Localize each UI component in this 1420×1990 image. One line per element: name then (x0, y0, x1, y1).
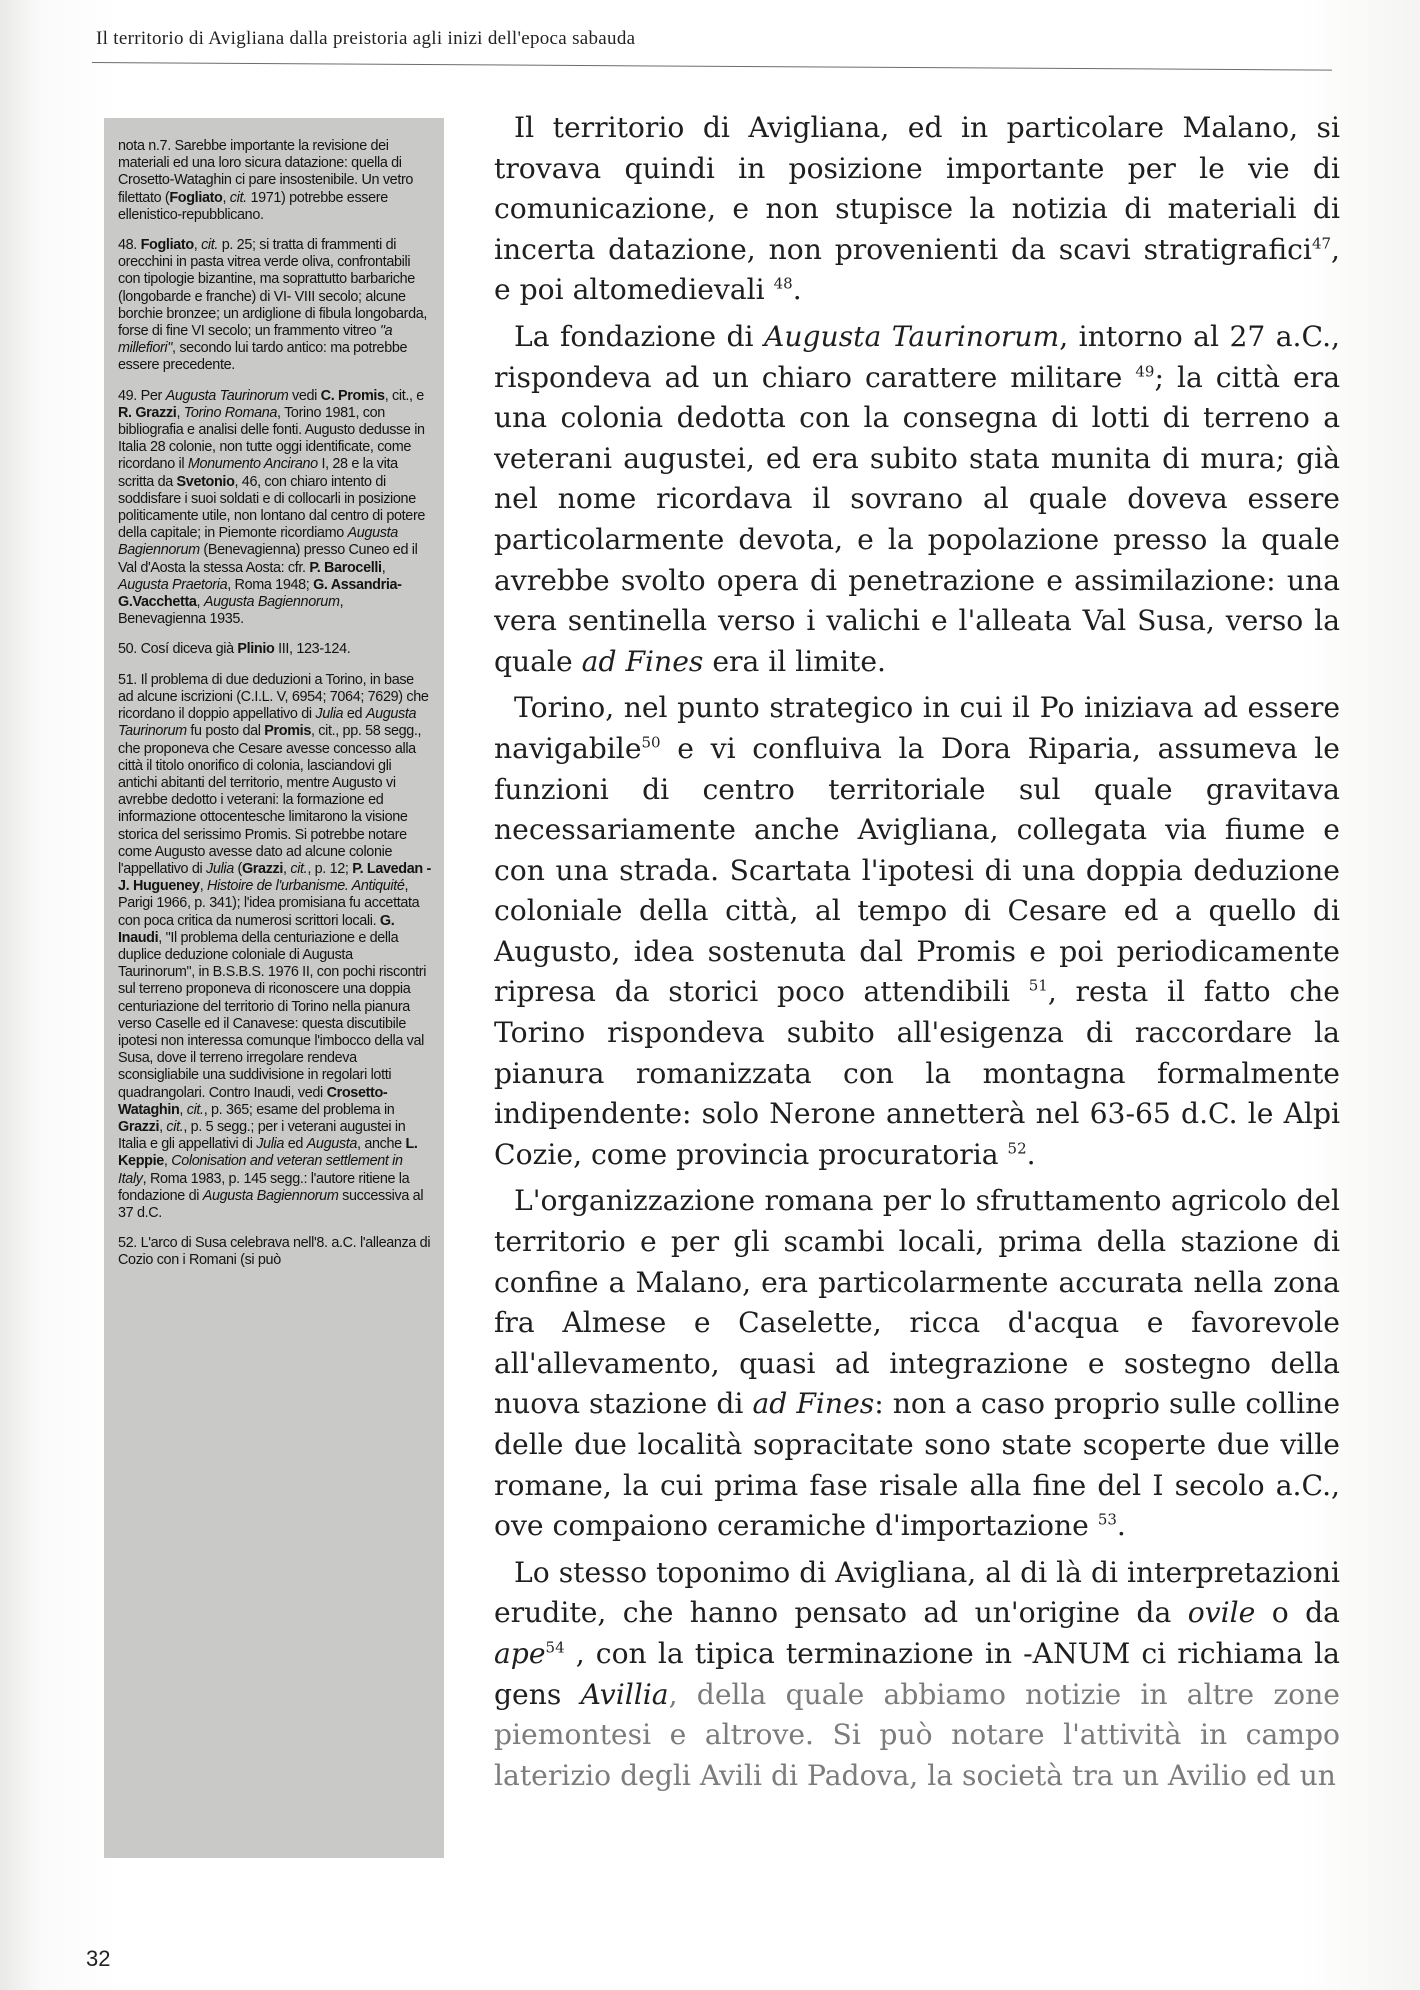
footnote-ref: 52 (1007, 1139, 1027, 1158)
bold-text: Promis (264, 723, 311, 740)
text-run: . (1026, 1137, 1036, 1171)
text-run: , (199, 878, 208, 895)
italic-text: ape (494, 1636, 546, 1670)
text-run: ( (233, 860, 242, 877)
italic-text: ovile (1187, 1596, 1256, 1630)
text-run: , cit., e (384, 387, 424, 404)
bold-text: Grazzi (241, 860, 284, 877)
text-run: , (163, 1153, 172, 1170)
italic-text: Augusta Taurinorum (165, 387, 289, 404)
text-run: , anche (357, 1136, 406, 1153)
text-run: III, 123-124. (274, 641, 351, 658)
footnote-48 (118, 237, 432, 375)
italic-text: Avillia (580, 1677, 669, 1711)
footnote-ref: 51 (1028, 977, 1048, 996)
text-run: , Roma 1983, p. 145 segg.: l'autore ritiene la fondazione di (118, 1170, 410, 1204)
footnote-ref: 54 (545, 1638, 565, 1657)
text-run: ed (343, 706, 366, 723)
italic-text: Histoire de l'urbanisme. Antiquité (207, 878, 405, 895)
text-run: o da (1255, 1596, 1340, 1630)
text-run: I, 28 e la vita scritta da (118, 456, 398, 490)
italic-text: Augusta Praetoria (118, 576, 228, 593)
footnote-50 (118, 641, 432, 658)
italic-text: cit. (166, 1118, 184, 1135)
italic-text: "a millefiori" (118, 323, 393, 357)
italic-text: cit. (201, 237, 219, 254)
italic-text: Augusta Bagiennorum (118, 525, 398, 559)
text-run: . (1116, 1509, 1126, 1543)
text-run: Lo stesso toponimo di Avigliana, al di là di interpretazioni erudite, che hanno pensato ad un'origine da (494, 1555, 1340, 1630)
footnote-ref: 53 (1097, 1510, 1117, 1529)
text-run: L'organizzazione romana per lo sfruttamento agricolo del territorio e per gli scambi locali, prima della stazione di confine a Malano, era particolarmente accurata nella zona fra Almese e Caselette, ricca d'acqua e favorevole all'allevamento, quasi ad integrazione e sostegno della nuova stazione di (494, 1184, 1340, 1421)
text-run: nota n.7. Sarebbe importante la revisione dei materiali ed una loro sicura datazione: quella di Crosetto-Wataghin ci pare insostenibile. Un vetro filettato ( (118, 138, 414, 206)
text-run: 1971) potrebbe essere ellenistico-repubblicano. (118, 189, 388, 223)
italic-text: cit. (186, 1101, 204, 1118)
bold-text: Fogliato (169, 189, 223, 206)
running-head: Il territorio di Avigliana dalla preistoria agli inizi dell'epoca sabauda (96, 28, 636, 49)
text-run: , (196, 594, 204, 611)
text-run: 49. Per (118, 387, 166, 404)
main-text-column (494, 108, 1340, 1878)
text-run: , (179, 1101, 187, 1118)
text-run: , p. 365; esame del problema in (203, 1101, 395, 1118)
footnote-ref: 49 (1135, 362, 1155, 381)
text-run: successiva al 37 d.C. (118, 1187, 424, 1221)
footnote-52 (118, 1235, 432, 1269)
italic-text: Torino Romana (183, 404, 278, 421)
italic-text: Monumento Ancirano (187, 456, 318, 473)
bold-text: P. Barocelli (309, 559, 382, 576)
italic-text: Julia (206, 860, 234, 877)
text-run: p. 25; si tratta di frammenti di orecchini in pasta vitrea verde oliva, confrontabili con tipologie bizantine, ma soprattutto barbariche (longobarde e franche) di VI- VIII secolo; alcune borchie bronzee; un ardiglione di fibula longobarda, forse di fine VI secolo; un frammento vitreo (118, 237, 428, 340)
footnote-49 (118, 388, 432, 629)
text-run: 52. L'arco di Susa celebrava nell'8. a.C. l'alleanza di Cozio con i Romani (si può (118, 1235, 431, 1269)
text-run: era il limite. (703, 644, 886, 678)
bold-text: Plinio (237, 641, 275, 658)
text-run: , cit., pp. 58 segg., che proponeva che Cesare avesse concesso alla città il titolo onorifico di colonia, lasciandovi gli antichi abitanti del territorio, mentre Augusto vi avrebbe dedotto i veterani: la formazione ed informazione ottocentesche limitarono la visione storica del serissimo Promis. Si potrebbe notare come Augusto avesse dato ad alcune colonie l'appellativo di (118, 723, 422, 877)
bold-text: G. Inaudi (118, 912, 395, 946)
footnote-cont (118, 138, 432, 224)
body-paragraph (494, 108, 1340, 311)
text-run: , (222, 189, 230, 206)
text-run: , "Il problema della centuriazione e della duplice deduzione coloniale di Augusta Taurinorum", in B.S.B.S. 1976 II, con pochi riscontri sul terreno proponeva di riconoscere una doppia centuriazione del territorio di Torino nella pianura verso Caselle ed il Canavese: questa discutibile ipotesi non interessa comunque l'imbocco della val Susa, dove il terreno irregolare rendeva sconsigliabile una suddivisione in regolari lotti quadrangolari. Contro Inaudi, vedi (118, 929, 427, 1101)
text-run: 51. Il problema di due deduzioni a Torino, in base ad alcune iscrizioni (C.I.L. V, 6954; 7064; 7629) che ricordano il doppio appellativo di (118, 671, 429, 723)
page-number: 32 (86, 1946, 111, 1971)
text-run: . (792, 273, 802, 307)
bold-text: Grazzi (118, 1118, 160, 1135)
text-run: , intorno al 27 a.C., rispondeva ad un chiaro carattere militare (494, 319, 1340, 394)
bold-text: C. Promis (320, 387, 385, 404)
italic-text: ad Fines (752, 1387, 875, 1421)
text-run: , (176, 404, 184, 421)
italic-text: Augusta Bagiennorum (202, 1187, 339, 1204)
text-run: Torino, nel punto strategico in cui il Po iniziava ad essere navigabile (494, 691, 1340, 765)
text-run: , resta il fatto che Torino rispondeva subito all'esigenza di raccordare la pianura romanizzata con la montagna formalmente indipendente: solo Nerone annetterà nel 63-65 d.C. le Alpi Cozie, come provincia procuratoria (494, 975, 1340, 1171)
bold-text: Svetonio (176, 473, 235, 490)
footnote-ref: 47 (1311, 234, 1332, 253)
text-run: , (381, 559, 386, 576)
italic-text: Augusta (306, 1136, 358, 1153)
text-run: , della quale abbiamo notizie in altre zone piemontesi e altrove. Si può notare l'attività in campo laterizio degli Avili di Padova, la società tra un Avilio ed un (494, 1677, 1340, 1792)
text-run: : non a caso proprio sulle colline delle due località sopracitate sono state scoperte due ville romane, la cui prima fase risale alla fine del I secolo a.C., ove compaiono ceramiche d'importazione (494, 1387, 1340, 1543)
italic-text: Augusta Bagiennorum (203, 594, 340, 611)
text-run: fu posto dal (186, 723, 265, 740)
text-run: , p. 5 segg.; per i veterani augustei in Italia e gli appellativi di (118, 1118, 406, 1153)
text-run: , (283, 860, 291, 877)
footnote-ref: 48 (773, 274, 793, 293)
italic-text: cit. (229, 189, 247, 206)
text-run: , 46, con chiaro intento di soddisfare i suoi soldati e di collocarli in posizione politicamente utile, non lontano dal centro di potere della capitale; in Piemonte ricordiamo (118, 473, 426, 542)
text-run: ; la città era una colonia dedotta con la consegna di lotti di terreno a veterani augustei, ed era subito stata munita di mura; già nel nome ricordava il sovrano al quale doveva essere particolarmente devota, e la popolazione presso la quale avrebbe svolto opera di penetrazione e assimilazione: una vera sentinella verso i valichi e l'alleata Val Susa, verso la quale (494, 360, 1340, 678)
footnote-51 (118, 672, 432, 1223)
text-run: (Benevagienna) presso Cuneo ed il Val d'Aosta la stessa Aosta: cfr. (118, 542, 418, 576)
italic-text: Julia (315, 706, 344, 723)
bold-text: R. Grazzi (118, 404, 177, 421)
bold-text: G. Assandria-G.Vacchetta (118, 576, 402, 611)
text-run: , Parigi 1966, p. 341); l'idea promisiana fu accettata con poca critica da numerosi scrittori locali. (118, 878, 420, 929)
text-run: vedi (288, 387, 321, 404)
text-run: , p. 12; (307, 860, 353, 877)
bold-text: P. Lavedan - J. Hugueney (118, 860, 431, 895)
text-run: e vi confluiva la Dora Riparia, assumeva le funzioni di centro territoriale sul quale gravitava necessariamente anche Avigliana, collegata via fiume e con una strada. Scartata l'ipotesi di una doppia deduzione coloniale della città, al tempo di Cesare ed a quello di Augusto, idea sostenuta dal Promis e poi periodicamente ripresa da storici poco attendibili (494, 731, 1340, 1009)
bold-text: L. Keppie (118, 1136, 418, 1170)
text-run: , (193, 237, 202, 254)
text-run: , Torino 1981, con bibliografia e analisi delle fonti. Augusto dedusse in Italia 28 colonie, non tutte oggi identificate, come ricordano il (118, 404, 425, 473)
italic-text: ad Fines (581, 644, 704, 678)
text-run: , Benevagienna 1935. (118, 594, 344, 628)
text-run: , Roma 1948; (227, 576, 314, 593)
text-run: Il territorio di Avigliana, ed in particolare Malano, si trovava quindi in posizione importante per le vie di comunicazione, e non stupisce la notizia di materiali di incerta datazione, non provenienti da scavi stratigrafici (494, 111, 1340, 266)
text-run: , con la tipica terminazione in -ANUM ci richiama la gens (494, 1636, 1340, 1711)
body-paragraph (494, 317, 1340, 682)
body-paragraph (494, 1553, 1340, 1797)
italic-text: cit. (290, 860, 308, 877)
text-run: ed (284, 1136, 307, 1153)
text-run: , (159, 1118, 167, 1135)
text-run: , e poi altomedievali (494, 232, 1340, 307)
body-paragraph (494, 1181, 1340, 1546)
header-rule (92, 62, 1332, 71)
italic-text: Julia (256, 1136, 285, 1153)
italic-text: Colonisation and veteran settlement in Italy (118, 1153, 403, 1187)
text-run: La fondazione di (514, 319, 764, 353)
text-run: 50. Cosí diceva già (118, 641, 238, 658)
body-paragraph (494, 688, 1340, 1175)
bold-text: Fogliato (140, 237, 194, 254)
italic-text: Augusta Taurinorum (118, 706, 417, 740)
italic-text: Augusta Taurinorum (763, 319, 1060, 353)
bold-text: Crosetto-Wataghin (118, 1084, 388, 1118)
text-run: , secondo lui tardo antico: ma potrebbe essere precedente. (118, 340, 408, 374)
footnotes-sidebar (104, 118, 444, 1858)
text-run: 48. (118, 237, 141, 254)
footnote-ref: 50 (641, 733, 661, 752)
